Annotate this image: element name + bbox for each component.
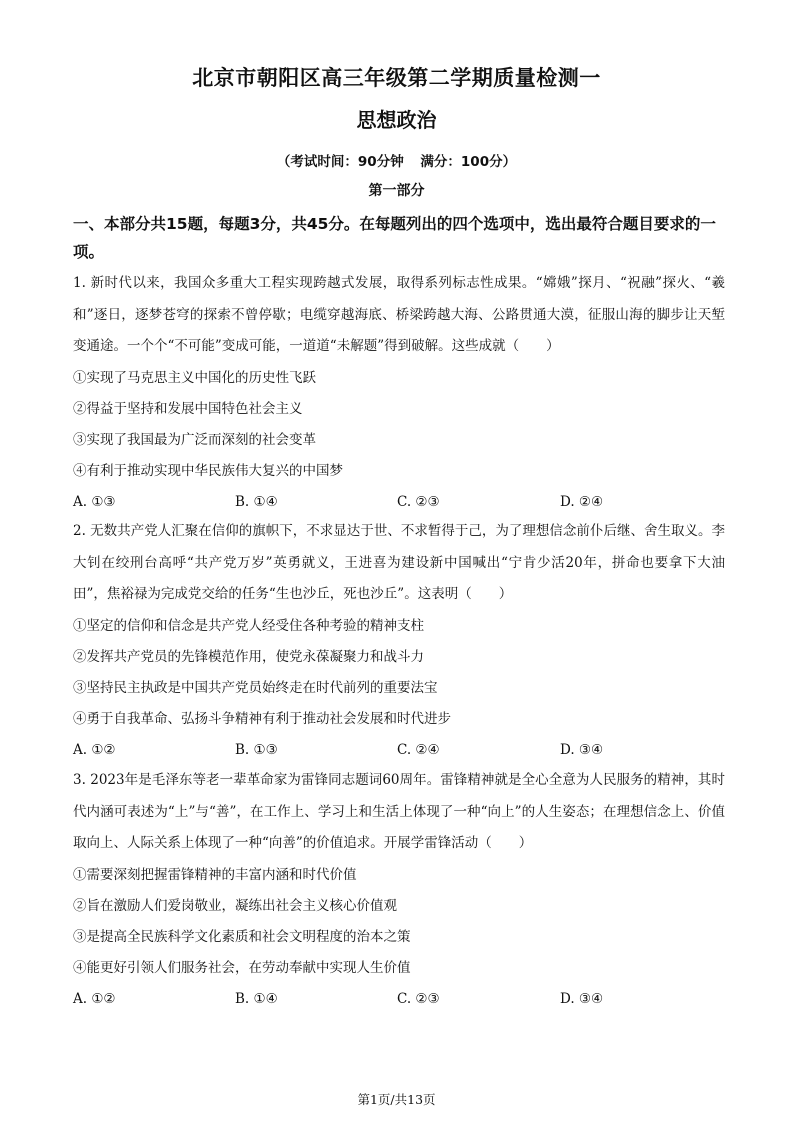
statement-1: ①实现了马克思主义中国化的历史性飞跃 [73,369,316,386]
question-stem: 1. 新时代以来，我国众多重大工程实现跨越式发展，取得系列标志性成果。“嫦娥”探月、“祝融”探火、“羲和”逐日，逐梦苍穹的探索不曾停歇；电缆穿越海底、桥梁跨越大海、公路贯通大漠，征服山海的脚步让天堑变通途。一个个“不可能”变成可能，一道道“未解题”得到破解。这些成就（ ） [73,275,725,354]
option-d: D. ②④ [560,493,604,510]
statement-3: ③是提高全民族科学文化素质和社会文明程度的治本之策 [73,928,411,945]
statement-3: ③实现了我国最为广泛而深刻的社会变革 [73,431,316,448]
part-title: 第一部分 [368,183,425,199]
option-a: A. ①③ [73,493,116,510]
statement-2: ②发挥共产党员的先锋模范作用，使党永葆凝聚力和战斗力 [73,648,424,665]
question-3 [73,765,725,1015]
option-d: D. ③④ [560,990,604,1007]
option-c: C. ②③ [397,493,440,510]
option-d: D. ③④ [560,741,604,758]
question-stem: 2. 无数共产党人汇聚在信仰的旗帜下，不求显达于世、不求暂得于己，为了理想信念前仆后继、舍生取义。李大钊在绞刑台高呼“共产党万岁”英勇就义，王进喜为建设新中国喊出“宁肯少活20年，拼命也要拿下大油田”，焦裕禄为完成党交给的任务“生也沙丘，死也沙丘”。这表明（ ） [73,523,725,602]
statement-1: ①需要深刻把握雷锋精神的丰富内涵和时代价值 [73,866,357,883]
question-1 [73,268,725,518]
full-score: 满分：100分） [420,154,517,170]
exam-info [0,150,793,170]
option-c: C. ②③ [397,990,440,1007]
answer-options [73,984,725,1015]
subject-title: 思想政治 [356,108,437,132]
option-a: A. ①② [73,990,116,1007]
statement-3: ③坚持民主执政是中国共产党员始终走在时代前列的重要法宝 [73,679,438,696]
question-stem: 3. 2023年是毛泽东等老一辈革命家为雷锋同志题词60周年。雷锋精神就是全心全意为人民服务的精神，其时代内涵可表述为“上”与“善”，在工作上、学习上和生活上体现了一种“向上”的人生姿态；在理想信念上、价值取向上、人际关系上体现了一种“向善”的价值追求。开展学雷锋活动（ ） [73,772,725,851]
statement-4: ④能更好引领人们服务社会，在劳动奉献中实现人生价值 [73,959,411,976]
option-b: B. ①③ [235,741,278,758]
answer-options [73,735,725,766]
exam-time: （考试时间：90分钟 [276,154,404,170]
page-number: 第1页/共13页 [357,1092,436,1107]
statement-4: ④有利于推动实现中华民族伟大复兴的中国梦 [73,462,343,479]
statement-1: ①坚定的信仰和信念是共产党人经受住各种考验的精神支柱 [73,617,424,634]
question-2 [73,516,725,766]
answer-options [73,487,725,518]
section-instruction: 一、本部分共15题，每题3分，共45分。在每题列出的四个选项中，选出最符合题目要求的一项。 [73,215,716,261]
statement-4: ④勇于自我革命、弘扬斗争精神有利于推动社会发展和时代进步 [73,710,451,727]
option-a: A. ①② [73,741,116,758]
option-c: C. ②④ [397,741,440,758]
statement-2: ②旨在激励人们爱岗敬业，凝练出社会主义核心价值观 [73,897,397,914]
option-b: B. ①④ [235,493,278,510]
option-b: B. ①④ [235,990,278,1007]
statement-2: ②得益于坚持和发展中国特色社会主义 [73,400,303,417]
exam-title: 北京市朝阳区高三年级第二学期质量检测一 [192,66,601,90]
